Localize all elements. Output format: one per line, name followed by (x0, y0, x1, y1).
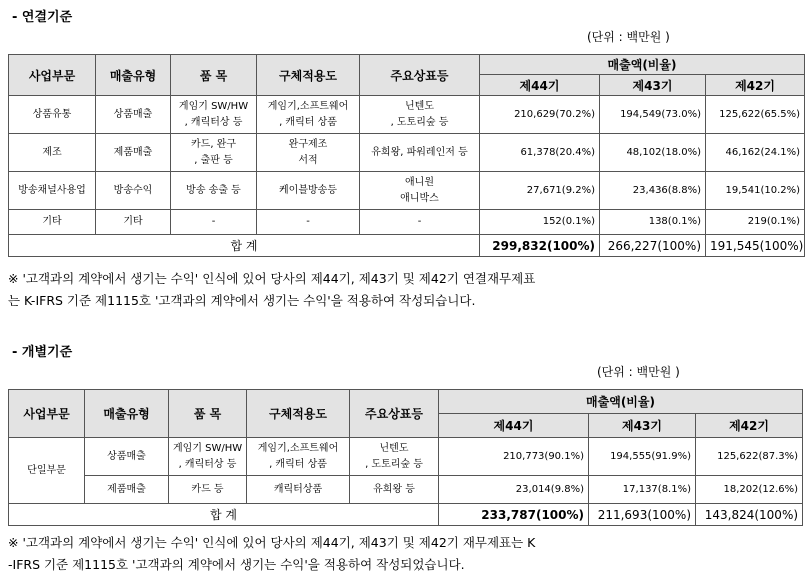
total-label: 합 계 (9, 504, 439, 526)
header-product: 품 목 (171, 55, 257, 96)
table-row (9, 438, 803, 476)
header-application: 구체적용도 (247, 390, 350, 438)
table-row (9, 172, 805, 210)
separate-sales-table (8, 389, 803, 526)
segment-cell: 방송채널사용업 (9, 172, 96, 210)
period-43-value: 194,549(73.0%) (600, 96, 706, 134)
sales-type-cell: 제품매출 (96, 134, 171, 172)
total-period-43: 266,227(100%) (600, 235, 706, 257)
table-row (9, 476, 803, 504)
total-row (9, 235, 805, 257)
brand-cell: 닌텐도 , 도토리숲 등 (350, 438, 439, 476)
header-segment: 사업부문 (9, 55, 96, 96)
total-row (9, 504, 803, 526)
application-cell: 게임기,소프트웨어 , 캐릭터 상품 (257, 96, 360, 134)
header-sales-type: 매출유형 (85, 390, 169, 438)
period-44-value: 61,378(20.4%) (480, 134, 600, 172)
period-44-value: 23,014(9.8%) (439, 476, 589, 504)
total-period-44: 299,832(100%) (480, 235, 600, 257)
consolidated-footnote: ※ '고객과의 계약에서 생기는 수익' 인식에 있어 당사의 제44기, 제43기 및 제42기 연결재무제표 는 K-IFRS 기준 제1115호 '고객과의 계약에서 생기는 수익'을 적용하여 작성되습니다. (8, 271, 536, 308)
period-44-value: 27,671(9.2%) (480, 172, 600, 210)
period-42-value: 46,162(24.1%) (706, 134, 805, 172)
application-cell: 게임기,소프트웨어 , 캐릭터 상품 (247, 438, 350, 476)
sales-type-cell: 방송수익 (96, 172, 171, 210)
period-44-value: 152(0.1%) (480, 210, 600, 235)
segment-cell: 상품유통 (9, 96, 96, 134)
sales-type-cell: 기타 (96, 210, 171, 235)
header-segment: 사업부문 (9, 390, 85, 438)
product-cell: - (171, 210, 257, 235)
period-44-value: 210,773(90.1%) (439, 438, 589, 476)
period-43-value: 17,137(8.1%) (589, 476, 696, 504)
period-43-value: 194,555(91.9%) (589, 438, 696, 476)
application-cell: - (257, 210, 360, 235)
period-42-value: 19,541(10.2%) (706, 172, 805, 210)
application-cell: 케이블방송등 (257, 172, 360, 210)
consolidated-heading: - 연결기준 (12, 10, 73, 25)
header-period-43: 제43기 (600, 75, 706, 96)
table-row (9, 134, 805, 172)
product-cell: 방송 송출 등 (171, 172, 257, 210)
sales-type-cell: 상품매출 (96, 96, 171, 134)
brand-cell: 유희왕 등 (350, 476, 439, 504)
header-brand: 주요상표등 (350, 390, 439, 438)
brand-cell: - (360, 210, 480, 235)
header-sales-amount: 매출액(비율) (480, 55, 805, 75)
brand-cell: 애니원 애니박스 (360, 172, 480, 210)
period-44-value: 210,629(70.2%) (480, 96, 600, 134)
table-row (9, 210, 805, 235)
period-42-value: 125,622(65.5%) (706, 96, 805, 134)
period-42-value: 18,202(12.6%) (696, 476, 803, 504)
period-43-value: 23,436(8.8%) (600, 172, 706, 210)
header-product: 품 목 (169, 390, 247, 438)
sales-type-cell: 상품매출 (85, 438, 169, 476)
total-label: 합 계 (9, 235, 480, 257)
consolidated-sales-table (8, 54, 805, 257)
total-period-43: 211,693(100%) (589, 504, 696, 526)
application-cell: 완구제조 서적 (257, 134, 360, 172)
period-42-value: 125,622(87.3%) (696, 438, 803, 476)
header-sales-amount: 매출액(비율) (439, 390, 803, 414)
product-cell: 카드 등 (169, 476, 247, 504)
separate-footnote: ※ '고객과의 계약에서 생기는 수익' 인식에 있어 당사의 제44기, 제43기 및 제42기 재무제표는 K -IFRS 기준 제1115호 '고객과의 계약에서 생기는 수익'을 적용하여 작성되었습니다. (8, 535, 536, 572)
header-application: 구체적용도 (257, 55, 360, 96)
segment-cell: 기타 (9, 210, 96, 235)
header-sales-type: 매출유형 (96, 55, 171, 96)
separate-heading: - 개별기준 (12, 345, 73, 360)
brand-cell: 닌텐도 , 도토리숲 등 (360, 96, 480, 134)
header-period-42: 제42기 (696, 414, 803, 438)
header-period-42: 제42기 (706, 75, 805, 96)
application-cell: 캐릭터상품 (247, 476, 350, 504)
total-period-42: 191,545(100%) (706, 235, 805, 257)
header-period-43: 제43기 (589, 414, 696, 438)
segment-cell: 제조 (9, 134, 96, 172)
period-43-value: 138(0.1%) (600, 210, 706, 235)
header-period-44: 제44기 (439, 414, 589, 438)
product-cell: 카드, 완구 , 출판 등 (171, 134, 257, 172)
product-cell: 게임기 SW/HW , 캐릭터상 등 (171, 96, 257, 134)
period-42-value: 219(0.1%) (706, 210, 805, 235)
segment-cell: 단일부문 (9, 438, 85, 504)
product-cell: 게임기 SW/HW , 캐릭터상 등 (169, 438, 247, 476)
total-period-42: 143,824(100%) (696, 504, 803, 526)
header-brand: 주요상표등 (360, 55, 480, 96)
total-period-44: 233,787(100%) (439, 504, 589, 526)
header-period-44: 제44기 (480, 75, 600, 96)
separate-unit-label: (단위 : 백만원 ) (597, 365, 680, 379)
table-row (9, 96, 805, 134)
brand-cell: 유희왕, 파워레인저 등 (360, 134, 480, 172)
sales-type-cell: 제품매출 (85, 476, 169, 504)
consolidated-unit-label: (단위 : 백만원 ) (587, 30, 670, 44)
period-43-value: 48,102(18.0%) (600, 134, 706, 172)
